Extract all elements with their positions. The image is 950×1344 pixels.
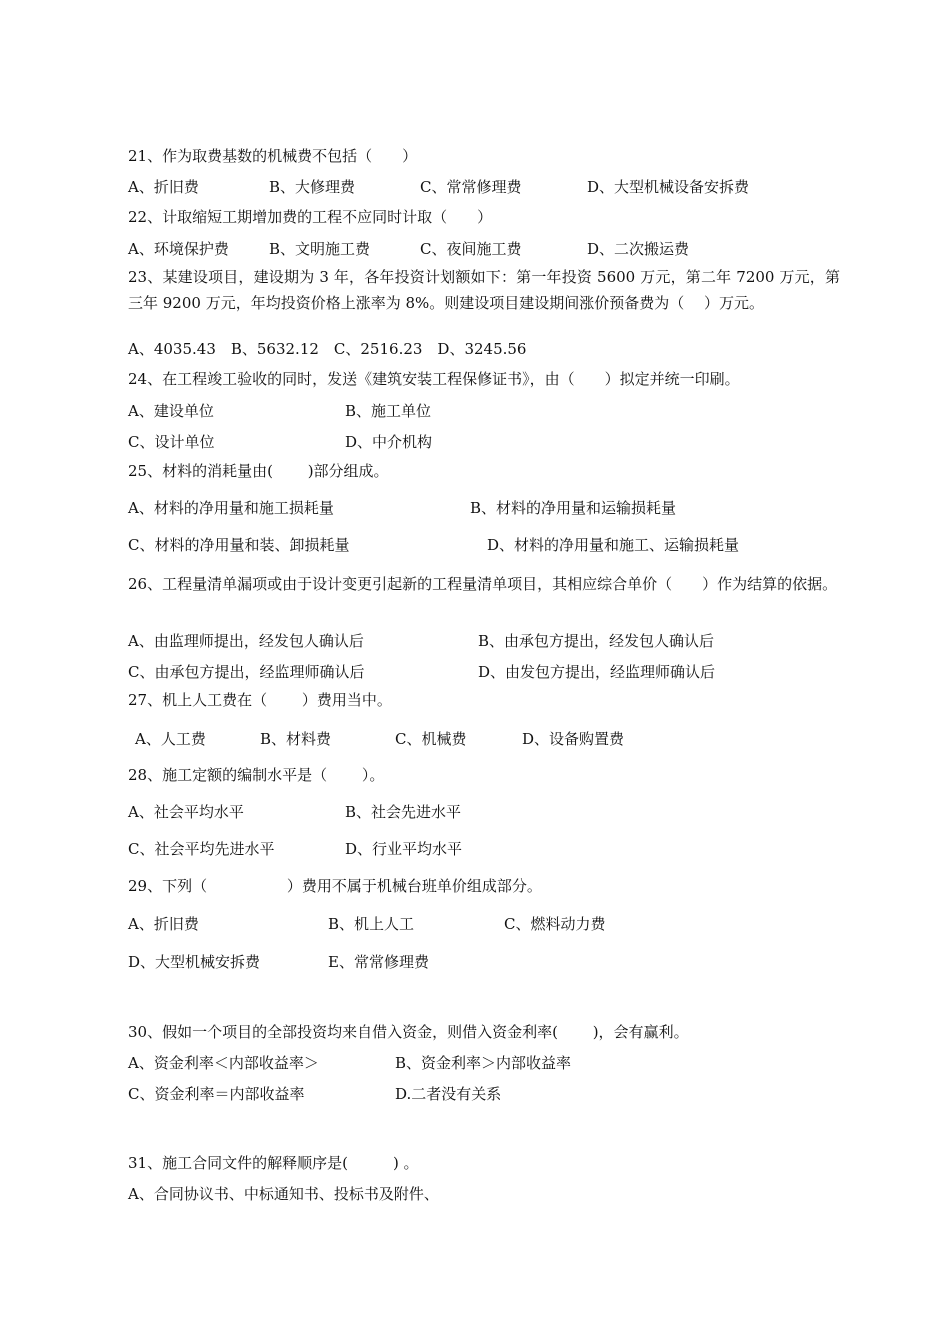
option-30-b: B、资金利率＞内部收益率 (395, 1054, 572, 1072)
option-29-b: B、机上人工 (328, 915, 415, 933)
option-29-e: E、常常修理费 (328, 953, 429, 971)
option-28-a: A、社会平均水平 (128, 803, 244, 821)
option-28-c: C、社会平均先进水平 (128, 840, 275, 858)
question-24: 24、在工程竣工验收的同时，发送《建筑安装工程保修证书》，由（ ）拟定并统一印刷。 (128, 370, 740, 388)
option-23-all: A、4035.43 B、5632.12 C、2516.23 D、3245.56 (128, 340, 527, 358)
option-26-c: C、由承包方提出，经监理师确认后 (128, 663, 365, 681)
option-27-d: D、设备购置费 (522, 730, 625, 748)
option-28-b: B、社会先进水平 (345, 803, 462, 821)
question-31: 31、施工合同文件的解释顺序是( ) 。 (128, 1154, 419, 1172)
option-29-d: D、大型机械安拆费 (128, 953, 261, 971)
question-29: 29、下列（ ）费用不属于机械台班单价组成部分。 (128, 877, 542, 895)
option-21-d: D、大型机械设备安拆费 (587, 178, 750, 196)
option-27-b: B、材料费 (260, 730, 332, 748)
option-25-b: B、材料的净用量和运输损耗量 (470, 499, 677, 517)
option-26-a: A、由监理师提出，经发包人确认后 (128, 632, 364, 650)
option-25-a: A、材料的净用量和施工损耗量 (128, 499, 334, 517)
question-30: 30、假如一个项目的全部投资均来自借入资金，则借入资金利率( )，会有赢利。 (128, 1023, 689, 1041)
option-31-a: A、合同协议书、中标通知书、投标书及附件、 (128, 1185, 439, 1203)
question-25: 25、材料的消耗量由( )部分组成。 (128, 462, 389, 480)
option-22-d: D、二次搬运费 (587, 240, 690, 258)
option-30-a: A、资金利率＜内部收益率＞ (128, 1054, 319, 1072)
option-27-c: C、机械费 (395, 730, 467, 748)
option-27-a: A、人工费 (135, 730, 206, 748)
option-30-c: C、资金利率＝内部收益率 (128, 1085, 305, 1103)
question-28: 28、施工定额的编制水平是（ ）。 (128, 766, 385, 784)
option-28-d: D、行业平均水平 (345, 840, 463, 858)
option-29-c: C、燃料动力费 (504, 915, 606, 933)
option-26-b: B、由承包方提出，经发包人确认后 (478, 632, 715, 650)
option-24-d: D、中介机构 (345, 433, 433, 451)
option-25-d: D、材料的净用量和施工、运输损耗量 (487, 536, 740, 554)
question-22: 22、计取缩短工期增加费的工程不应同时计取（ ） (128, 208, 493, 226)
option-26-d: D、由发包方提出，经监理师确认后 (478, 663, 716, 681)
option-21-b: B、大修理费 (269, 178, 356, 196)
question-27: 27、机上人工费在（ ）费用当中。 (128, 691, 392, 709)
option-21-a: A、折旧费 (128, 178, 199, 196)
option-25-c: C、材料的净用量和装、卸损耗量 (128, 536, 350, 554)
question-23: 23、某建设项目，建设期为 3 年，各年投资计划额如下：第一年投资 5600 万元，第二年 7200 万元，第三年 9200 万元，年均投资价格上涨率为 8%。则建设项目建设期间涨价预备费为（ ）万元。 (128, 268, 840, 312)
option-22-c: C、夜间施工费 (420, 240, 522, 258)
option-29-a: A、折旧费 (128, 915, 199, 933)
option-30-d: D.二者没有关系 (395, 1085, 502, 1103)
option-24-b: B、施工单位 (345, 402, 432, 420)
option-22-b: B、文明施工费 (269, 240, 371, 258)
option-24-a: A、建设单位 (128, 402, 214, 420)
option-21-c: C、常常修理费 (420, 178, 522, 196)
option-22-a: A、环境保护费 (128, 240, 229, 258)
question-21: 21、作为取费基数的机械费不包括（ ） (128, 147, 418, 165)
question-26: 26、工程量清单漏项或由于设计变更引起新的工程量清单项目，其相应综合单价（ ）作为结算的依据。 (128, 575, 838, 593)
option-24-c: C、设计单位 (128, 433, 215, 451)
